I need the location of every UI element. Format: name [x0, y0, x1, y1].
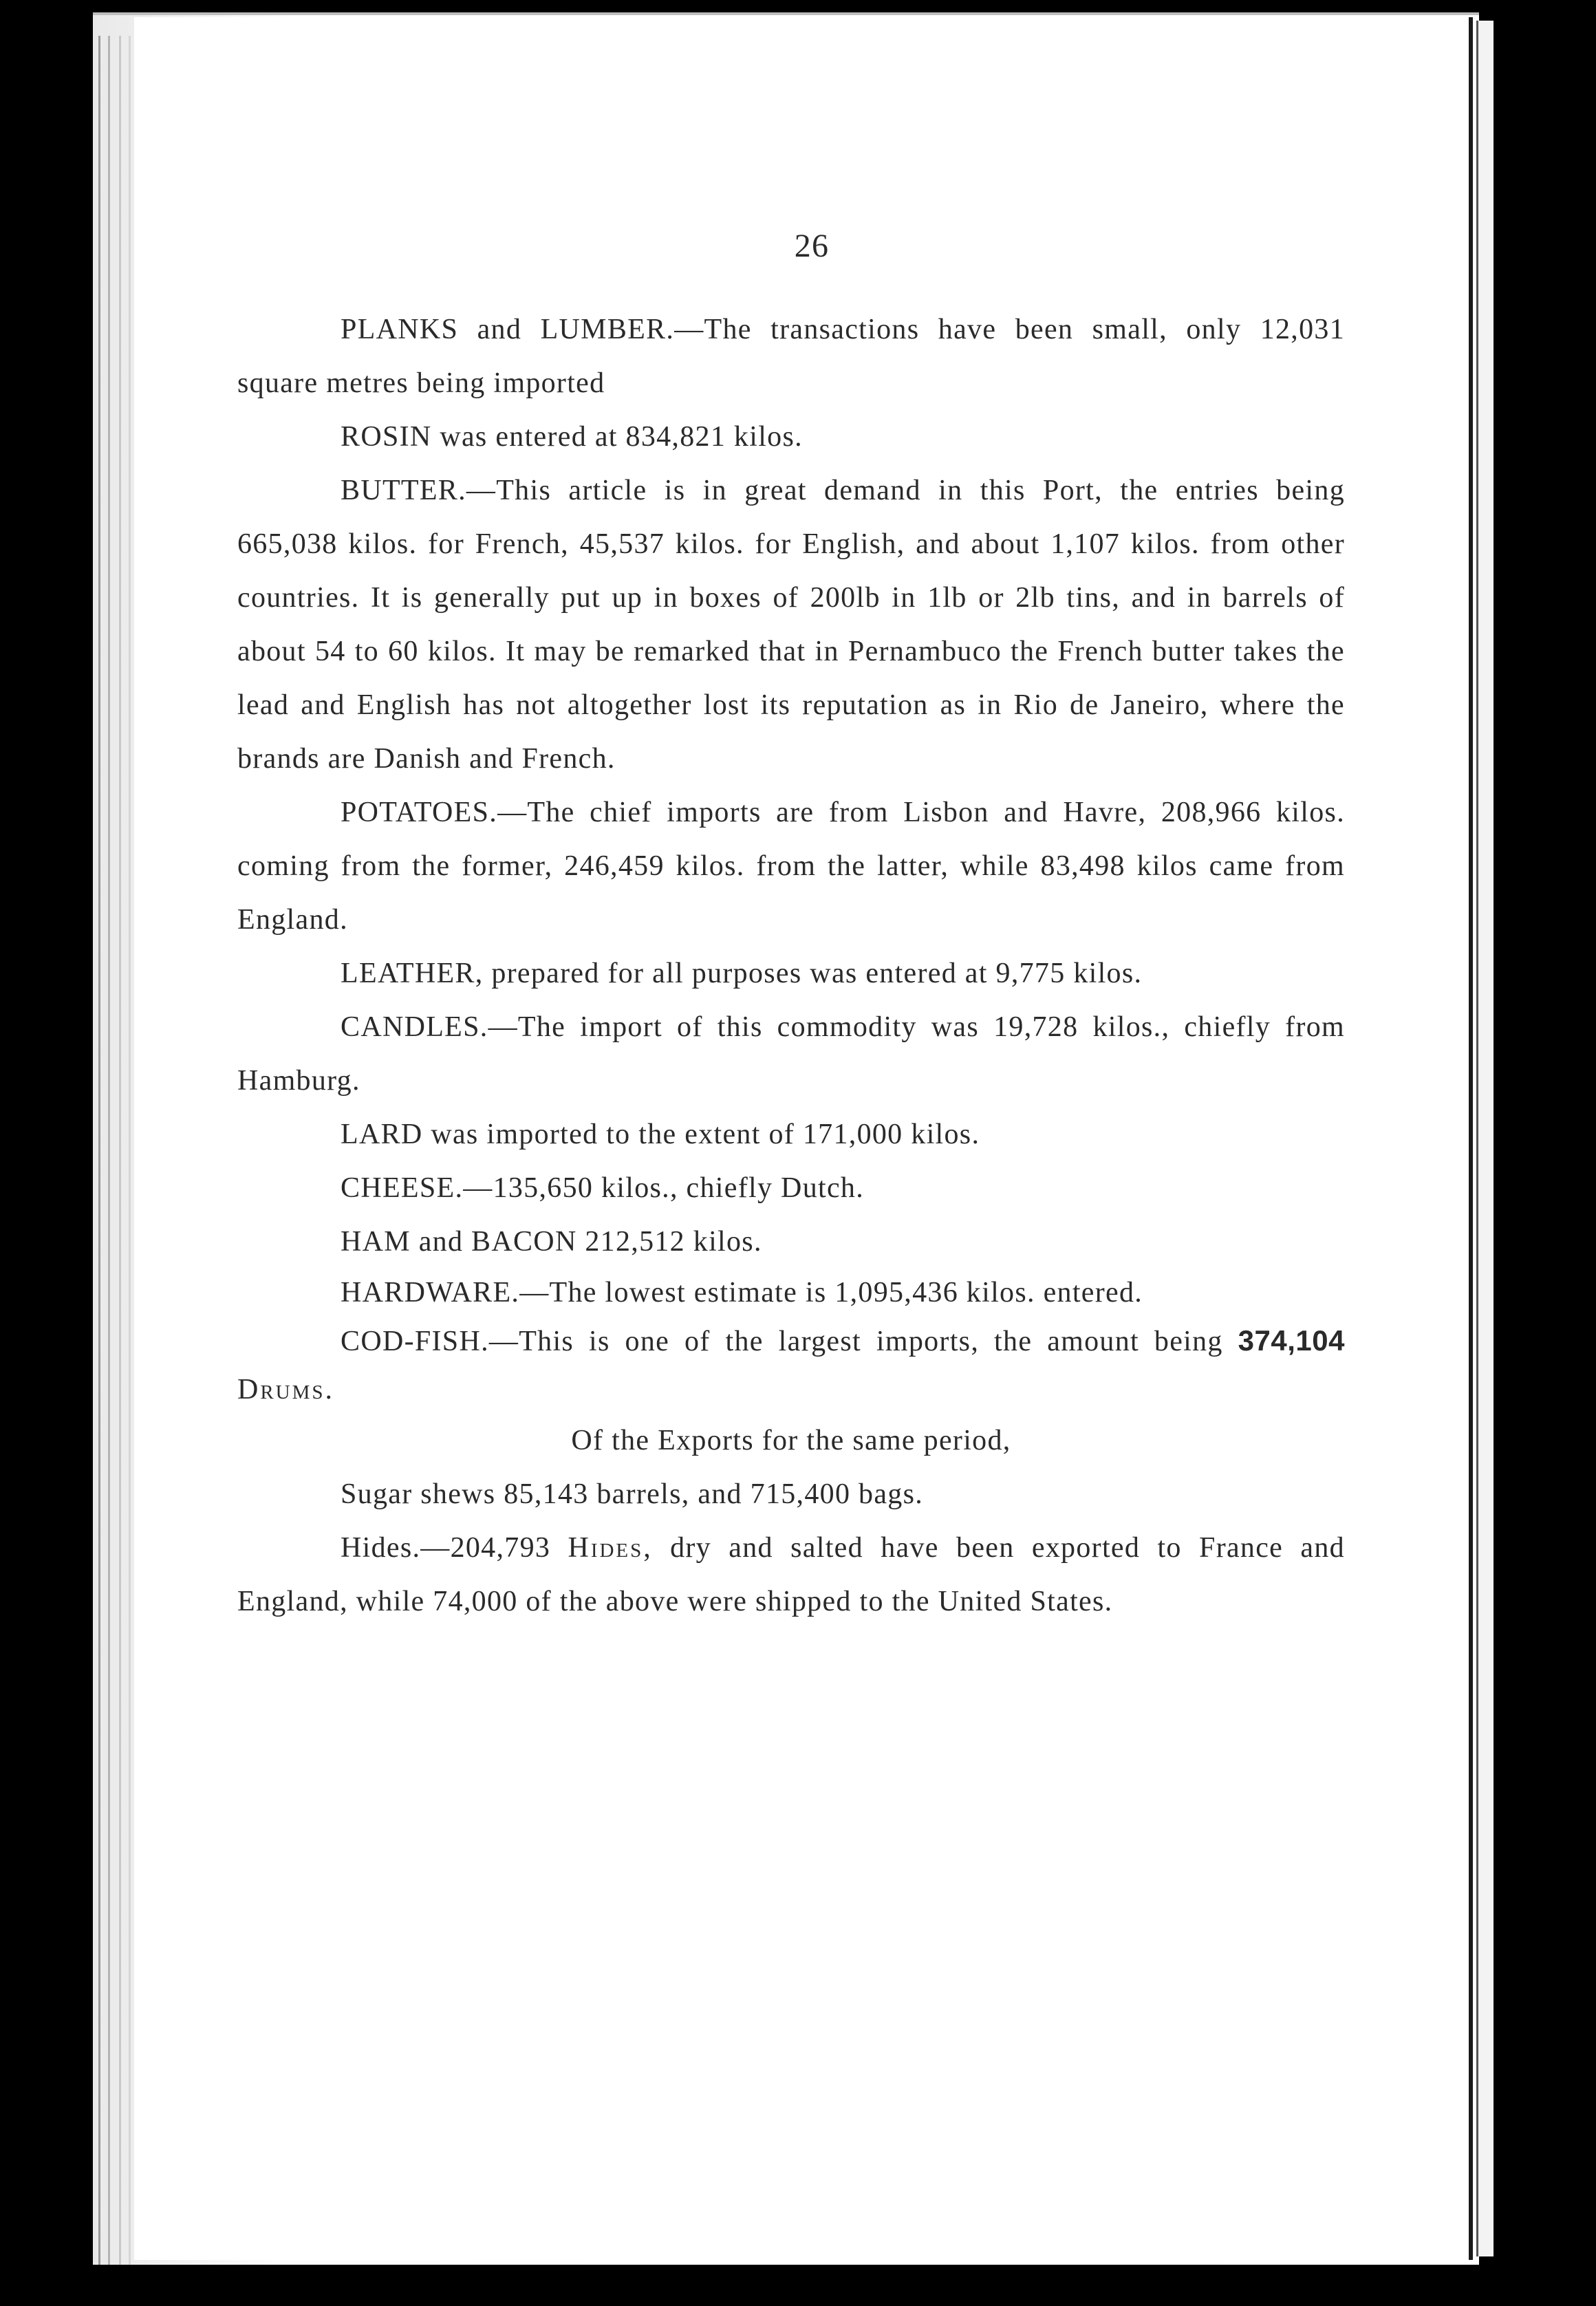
paragraph-lard: LARD was imported to the extent of 171,000 kilos.	[341, 1119, 980, 1150]
paragraph-potatoes: POTATOES.—The chief imports are from Lisbon and Havre, 208,966 kilos. coming from the former, 246,459 kilos. from the latter, while 83,498 kilos came from England.	[237, 797, 1345, 936]
paragraph-exports-intro: Of the Exports for the same period,	[571, 1425, 1011, 1456]
page-edge-line	[119, 36, 121, 2265]
page-number: 26	[794, 228, 830, 264]
next-page-edge	[1476, 21, 1493, 2256]
paragraph-ham: HAM and BACON 212,512 kilos.	[341, 1226, 762, 1258]
page-text	[237, 227, 1345, 1628]
paragraph-candles: CANDLES.—The import of this commodity was 19,728 kilos., chiefly from Hamburg.	[237, 1011, 1345, 1097]
paragraph-planks: PLANKS and LUMBER.—The transactions have been small, only 12,031 square metres being imported	[237, 314, 1345, 399]
hides-lead: Hides.—204,793	[341, 1532, 551, 1564]
page-edge-line	[129, 36, 131, 2265]
page-edge-line	[108, 36, 110, 2265]
hides-rest: dry and salted have been exported to France and England, while 74,000 of the above were shipped to the United States.	[237, 1532, 1345, 1617]
paragraph-codfish	[237, 1317, 1345, 1414]
paragraph-sugar: Sugar shews 85,143 barrels, and 715,400 bags.	[341, 1478, 924, 1510]
paragraph-cheese: CHEESE.—135,650 kilos., chiefly Dutch.	[341, 1172, 865, 1204]
codfish-unit: Drums.	[237, 1374, 335, 1405]
paragraph-hides	[237, 1521, 1345, 1628]
codfish-amount: 374,104	[1238, 1324, 1345, 1357]
paragraph-butter: BUTTER.—This article is in great demand in this Port, the entries being 665,038 kilos. for French, 45,537 kilos. for English, and about 1,107 kilos. from other countries. It is generally put up in boxes of 200lb in 1lb or 2lb tins, and in barrels of about 54 to 60 kilos. It may be remarked that in Pernambuco the French butter takes the lead and English has not altogether lost its reputation as in Rio de Janeiro, where the brands are Danish and French.	[237, 475, 1345, 775]
page-edge-line	[98, 36, 100, 2265]
paragraph-rosin: ROSIN was entered at 834,821 kilos.	[341, 421, 803, 453]
hides-unit: Hides,	[568, 1532, 653, 1564]
codfish-text: COD-FISH.—This is one of the largest imports, the amount being	[341, 1326, 1223, 1357]
paragraph-hardware: HARDWARE.—The lowest estimate is 1,095,436 kilos. entered.	[341, 1277, 1143, 1308]
paragraph-leather: LEATHER, prepared for all purposes was entered at 9,775 kilos.	[341, 958, 1143, 989]
